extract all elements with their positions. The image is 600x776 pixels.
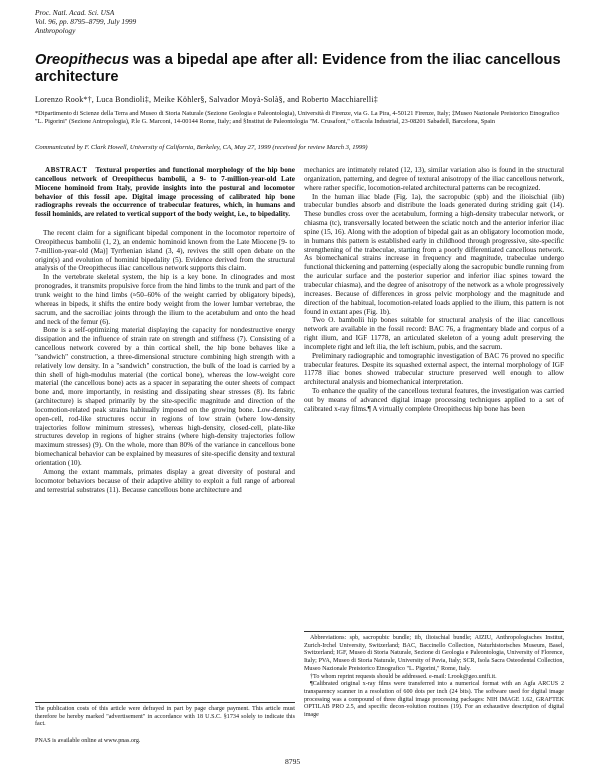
footnote-divider: [304, 631, 564, 632]
journal-name: Proc. Natl. Acad. Sci. USA: [35, 8, 115, 17]
author-list: Lorenzo Rook*†, Luca Bondioli‡, Meike Köhler§, Salvador Moyà-Solà§, and Roberto Macchiarelli‡: [35, 95, 378, 104]
body-paragraph: Preliminary radiographic and tomographic investigation of BAC 76 proved no specific trabecular features. Despite its squashed external aspect, the internal morphology of IGF 11778 iliac bones showed trabecular structure preserved well enough to allow architectural analysis and biomechanical interpretation.: [304, 351, 564, 387]
body-paragraph: To enhance the quality of the cancellous textural features, the investigation was carried out by means of advanced digital image processing techniques applied to a set of calibrated x-ray films.¶ A virtually complete Oreopithecus hip bone has been: [304, 387, 564, 413]
journal-section: Anthropology: [35, 26, 76, 35]
abstract: [35, 166, 295, 219]
left-column: [35, 166, 295, 494]
footnote-pnas: PNAS is available online at www.pnas.org.: [35, 738, 141, 744]
footnote-reprints: †To whom reprint requests should be addressed. e-mail: Lrook@geo.unifi.it.: [310, 673, 497, 680]
footnote-divider: [35, 702, 295, 703]
journal-header: [35, 8, 136, 35]
title-italic: Oreopithecus: [35, 52, 130, 68]
affiliations: *Dipartimento di Scienze della Terra and Museo di Storia Naturale (Sezione Geologia e Paleontologia), Università di Firenze, via G. La Pira, 4-50121 Firenze, Italy; ‡Museo Nazionale Preistorico Etnografico "L. Pigorini" (Sezione Antropologia), P.le G. Marconi, 14-00144 Rome, Italy; and §Institut de Paleontologia "M. Crusafont," c/Escola Industrial, 23-08201 Sabadell, Barcelona, Spain: [35, 110, 560, 126]
page-number: 8795: [285, 757, 301, 766]
footnotes-right: [304, 635, 564, 720]
body-paragraph: In the human iliac blade (Fig. 1a), the sacropubic (spb) and the ilioischial (iib) trabecular bundles absorb and distribute the loads generated during striding gait (14). These bundles cross over the acetabulum, forming a high-density trabecular network, or chiasma (tc), transversally located between the sciatic notch and the anterior inferior iliac spine (15, 16). Along with the adoption of bipedal gait as an obligatory locomotion mode, in humans this pattern is established early in childhood through progressive, site-specific strengthening of the trabeculae, starting from a poorly differentiated cancellous network. As biomechanical strains increase in frequency and magnitude, trabeculae undergo functional thickening and patterning (especially along the sacropubic bundle running from the auricular surface and the posterior superior and inferior iliac spines toward the trabecular chiasma), and the degree of anisotropy of the network as a whole progressively increases. Because of differences in gross pelvic morphology and the magnitude and direction of the habitual, locomotion-related loads applied to the ilium, this pattern is not found in extant apes (Fig. 1b).: [304, 192, 564, 316]
title-rest: was a bipedal ape after all: Evidence from the iliac cancellous architecture: [35, 52, 561, 85]
journal-volume: Vol. 96, pp. 8795–8799, July 1999: [35, 17, 137, 26]
body-paragraph: Bone is a self-optimizing material displaying the capacity for nondestructive energy dissipation and the influence of strain rate on strength and stiffness (7). Consisting of a cancellous network covered by a thin cortical shell, the hip bone behaves like a "sandwich" construction, a three-dimensional structure combining high strength with a relatively low density. In a "sandwich" construction, the bulk of the load is carried by a thin shell of high-modulus material (the cortical bone), whereas the low-weight core material (the cancellous bone) acts as a spacer in separating the outer sheets of compact bone and, more importantly, in resisting and dissipating shear stresses (8). Its fabric (architecture) is shaped primarily by the site-specific magnitude and direction of the locomotion-related peak strains habitually imposed on the growing bone. Low-density, open-cell, rod-like structures occur in regions of low strain (where low-density trajectories follow minimum stresses), whereas high-density, closed-cell, plate-like structures develop in regions of higher strains (where high-density trajectories follow maximum stresses) (9). On the whole, more than 80% of the variance in cancellous bone biomechanical behavior can be explained by measures of site-specific density and textural orientation (10).: [35, 326, 295, 467]
body-paragraph: In the vertebrate skeletal system, the hip is a key bone. In clinogrades and most pronogrades, it transmits propulsive force from the hind limbs to the trunk and part of the trunk weight to the hind limbs (≈50–60% of the weight carried by obligatory bipeds), whereas in bipeds, it shifts the entire body weight from the lower lumbar vertebrae, the sacrum, and the sacroiliac joints through the ilium to the acetabulum and onto the head and neck of the femur (6).: [35, 273, 295, 326]
communicated-by: Communicated by F. Clark Howell, University of California, Berkeley, CA, May 27, 1999 (received for review March 3, 1999): [35, 144, 368, 151]
right-column: [304, 166, 564, 414]
abstract-label: ABSTRACT: [45, 166, 88, 174]
body-paragraph: Two O. bambolii hip bones suitable for structural analysis of the iliac cancellous network are available in the fossil record: BAC 76, a fragmentary blade and corpus of a right ilium, and IGF 11778, an articulated skeleton of a young adult preserving the incomplete right and left ilia, the left ischium, pubis, and the sacrum.: [304, 316, 564, 351]
footnote-methods: ¶Calibrated original x-ray films were transferred into a numerical format with an Agfa ARCUS 2 transparency scanner in a resolution of 600 dots per inch (24 bits). The software used for digital image processing was a compound of three digital image processing packages: NIH IMAGE 1.62, GRAFTEK OPTILAB PRO 2.5, and specific decon-volution routines (19). For an exhaustive description of digital image: [304, 681, 564, 719]
body-paragraph: mechanics are intimately related (12, 13), similar variation also is found in the structural organization, patterning, and degree of textural anisotropy of the iliac cancellous network, where rather specific, locomotion-related architectural patterns can be recognized.: [304, 166, 564, 192]
footnote-abbreviations: Abbreviations: spb, sacropubic bundle; iib, ilioischial bundle; AIZIU, Anthropologisches Institut, Zurich-Irchel University, Switzerland; BAC, Baccinello Collection, Naturhistorisches Museum, Basel, Switzerland; IGF, Museo di Storia Naturale, Sezione di Geologia e Paleontologia, University of Florence, Italy; PVA, Museo di Storia Naturale, University of Pavia, Italy; SCR, Isola Sacra Osteodental Collection, Museo Nazionale Preistorico Etnografico "L. Pigorini," Rome, Italy.: [304, 635, 564, 672]
abstract-text: Textural properties and functional morphology of the hip bone cancellous network of Oreopithecus bambolii, a 9- to 7-million-year-old Late Miocene hominoid from Italy, provide insights into the postural and locomotor behavior of this fossil ape. Digital image processing of calibrated hip bone radiographs reveals the occurrence of trabecular features, which, in humans and fossil hominids, are related to vertical support of the body weight, i.e., to bipedality.: [35, 166, 295, 219]
footnote-charges: The publication costs of this article were defrayed in part by page charge payment. This article must therefore be hereby marked "advertisement" in accordance with 18 U.S.C. §1734 solely to indicate this fact.: [35, 706, 295, 728]
body-paragraph: Among the extant mammals, primates display a great diversity of postural and locomotor behaviors because of their adaptive ability to exploit a full range of arboreal and terrestrial substrates (11). Because cancellous bone architecture and: [35, 467, 295, 494]
article-title: [35, 52, 565, 86]
body-paragraph: The recent claim for a significant bipedal component in the locomotor repertoire of Oreopithecus bambolii (1, 2), an endemic hominoid known from the Late Miocene [9- to 7-million-year-old (Ma)] Tyrrhenian island (3, 4), revives the still open debate on the origin(s) and evolution of hominid bipedality (5). Evidence derived from the structural analysis of the Oreopithecus iliac cancellous network supports this claim.: [35, 229, 295, 273]
